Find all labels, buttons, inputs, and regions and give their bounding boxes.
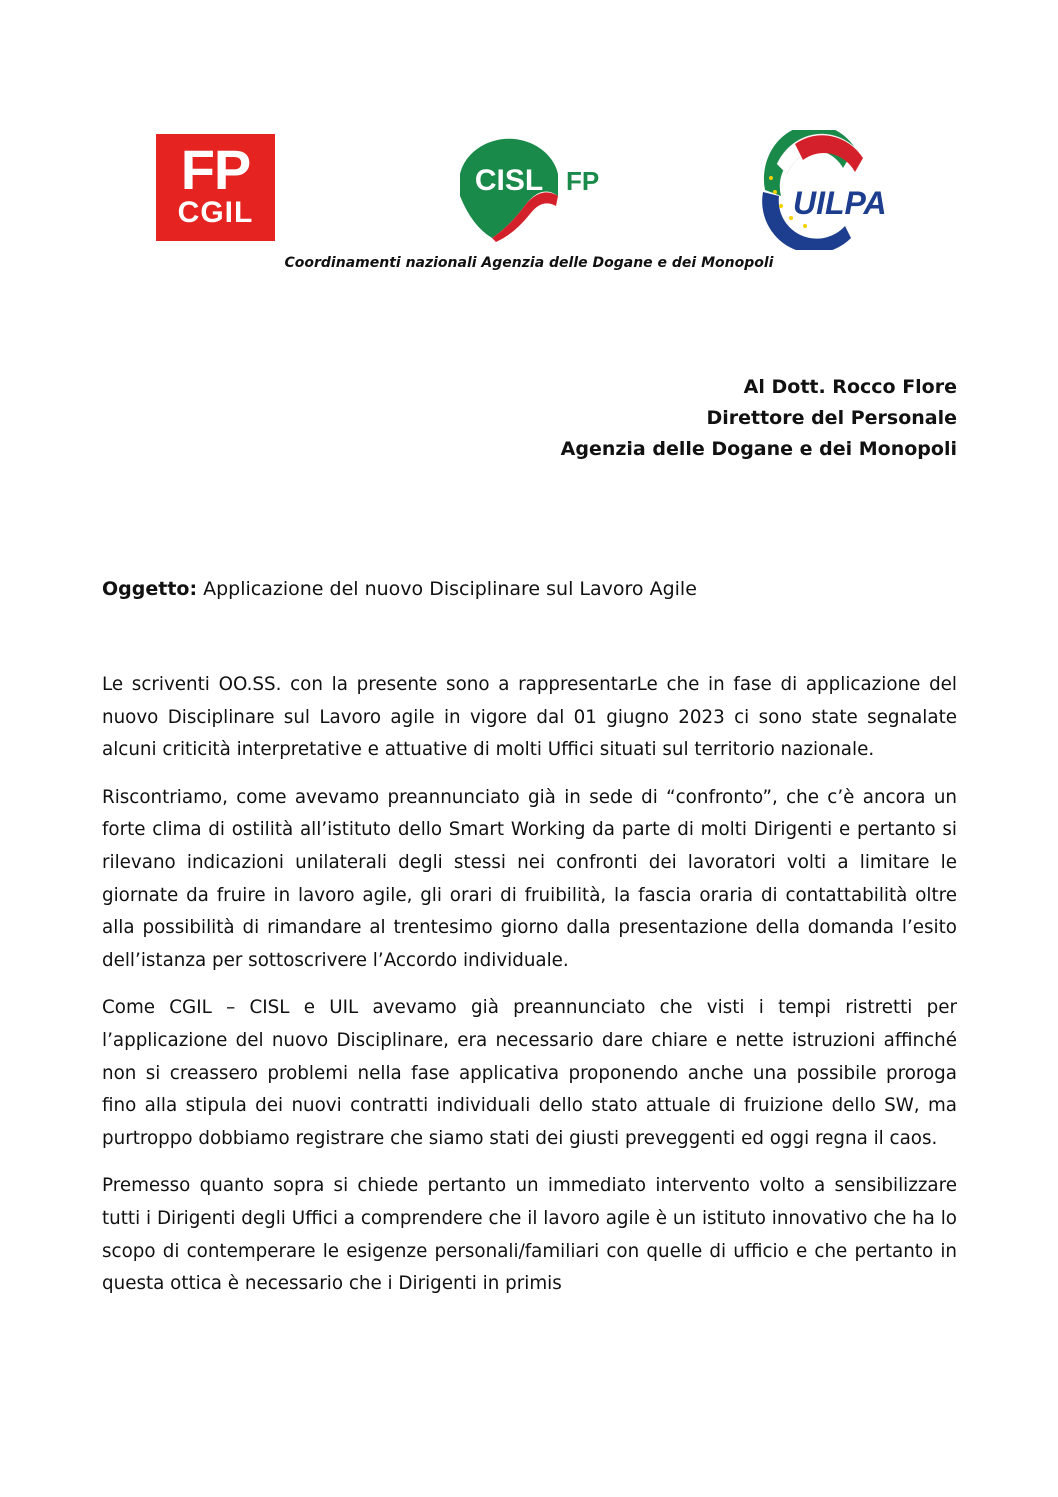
body-paragraph: Le scriventi OO.SS. con la presente sono a rappresentarLe che in fase di applicazione del nuovo Disciplinare sul Lavoro agile in vigore dal 01 giugno 2023 ci sono state segnalate alcuni criticità interpretative e attuative di molti Uffici situati sul territorio nazionale. — [102, 674, 957, 761]
subject-line — [102, 575, 697, 603]
subject-text: Applicazione del nuovo Disciplinare sul Lavoro Agile — [197, 578, 697, 600]
uilpa-logo-graphic — [755, 130, 905, 250]
fp-cgil-logo-line2: CGIL — [177, 196, 254, 229]
fp-cgil-logo — [156, 134, 275, 241]
subject-label: Oggetto: — [102, 578, 198, 600]
letter-body — [102, 669, 957, 1316]
recipient-organization: Agenzia delle Dogane e dei Monopoli — [560, 438, 957, 460]
recipient-name: Al Dott. Rocco Flore — [743, 376, 957, 398]
body-paragraph: Come CGIL – CISL e UIL avevamo già preannunciato che visti i tempi ristretti per l’applicazione del nuovo Disciplinare, era necessario dare chiare e nette istruzioni affinché non si creassero problemi nella fase applicativa proponendo anche una possibile proroga fino alla stipula dei nuovi contratti individuali dello stato attuale di fruizione dello SW, ma purtroppo dobbiamo registrare che siamo stati dei giusti preveggenti ed oggi regna il caos. — [102, 997, 957, 1149]
uilpa-logo — [755, 130, 905, 250]
cisl-fp-logo — [452, 134, 612, 244]
cisl-fp-logo-text: FP — [566, 166, 600, 196]
cisl-fp-logo-graphic — [452, 134, 612, 244]
recipient-role: Direttore del Personale — [706, 407, 957, 429]
uilpa-logo-text: UILPA — [793, 185, 887, 221]
cisl-logo-text: CISL — [474, 164, 544, 197]
body-paragraph: Premesso quanto sopra si chiede pertanto un immediato intervento volto a sensibilizzare tutti i Dirigenti degli Uffici a comprendere che il lavoro agile è un istituto innovativo che ha lo scopo di contemperare le esigenze personali/familiari con quelle di ufficio e che pertanto in questa ottica è necessario che i Dirigenti in primis — [102, 1175, 957, 1295]
coordination-header: Coordinamenti nazionali Agenzia delle Dogane e dei Monopoli — [284, 255, 774, 271]
body-paragraph: Riscontriamo, come avevamo preannunciato già in sede di “confronto”, che c’è ancora un forte clima di ostilità all’istituto dello Smart Working da parte di molti Dirigenti e pertanto si rilevano indicazioni unilaterali degli stessi nei confronti dei lavoratori volti a limitare le giornate da fruire in lavoro agile, gli orari di fruibilità, la fascia oraria di contattabilità oltre alla possibilità di rimandare al trentesimo giorno dalla presentazione della domanda l’esito dell’istanza per sottoscrivere l’Accordo individuale. — [102, 786, 957, 971]
fp-cgil-logo-line1: FP — [180, 138, 251, 201]
recipient-block — [561, 372, 957, 465]
